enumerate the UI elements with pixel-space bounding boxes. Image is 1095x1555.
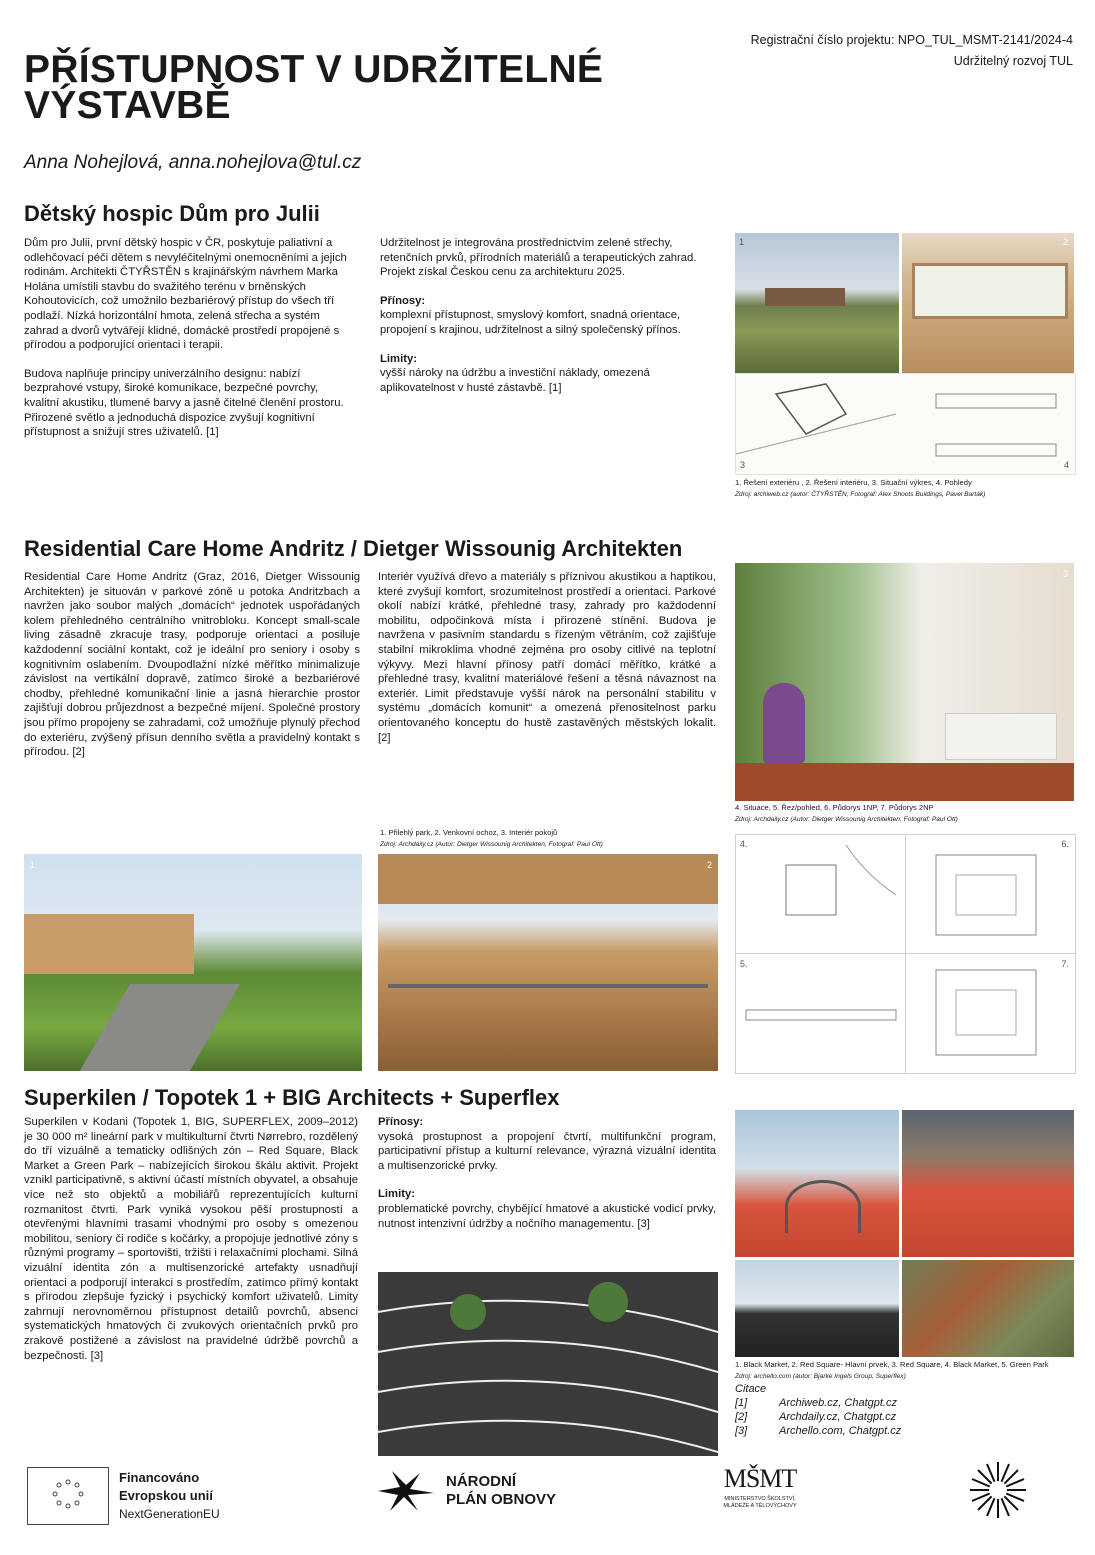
caption-source: Zdroj: Archdaily.cz (Autor: Dietger Wissounig Architekten, Fotograf: Paul Ott)	[380, 840, 603, 848]
citation-item	[735, 1410, 1075, 1424]
caption-text: 1. Řešení exteriéru , 2. Řešení interiéru, 3. Situační výkres, 4. Pohledy	[735, 478, 972, 487]
superkilen-green-park-photo	[902, 1260, 1074, 1357]
msmt-line2: MLÁDEŽE A TĚLOVÝCHOVY	[723, 1503, 797, 1509]
tul-logo	[968, 1460, 1028, 1525]
caption-text: 4. Situace, 5. Řez/pohled, 6. Půdorys 1NP, 7. Půdorys 2NP	[735, 803, 934, 812]
msmt-mark: MŠMT	[723, 1464, 797, 1493]
image-number: 6.	[1061, 839, 1069, 849]
citation-text: Archiweb.cz, Chatgpt.cz	[779, 1397, 897, 1409]
section3-caption	[735, 1360, 1080, 1382]
npo-star-icon	[372, 1467, 438, 1515]
npo-line2: PLÁN OBNOVY	[446, 1491, 557, 1508]
citation-item	[735, 1424, 1075, 1438]
eu-line3: NextGenerationEU	[119, 1507, 220, 1521]
citation-item	[735, 1396, 1075, 1410]
limits-label: Limity:	[378, 1188, 416, 1201]
superkilen-black-market-photo	[378, 1272, 718, 1456]
image-number: 1	[30, 860, 36, 870]
section2-col2: Interiér využívá dřevo a materiály s příznivou akustikou a haptikou, které zvyšují komfort, srozumitelnost prostředí a orientaci. Parkové okolí nabízí krátké, přehledné trasy, zahrady pro každodenní mobilitu, odpočinková místa i přirozené stínění. Budova je navržena v pasivním standardu s řízeným větráním, což zajišťuje stabilní mikroklima vhodné zejména pro osoby citlivé na teplotní výkyvy. Mezi hlavní přínosy patří domácí měřítko, krátké a přehledné trasy, kvalitní materiálové řešení a těsná návaznost na exteriér. Limit představuje vyšší nárok na personální stabilitu v systému „domácích komunit“ a omezená přenositelnost parku orientovaného konceptu do hustě zastavěných městských lokalit. [2]	[378, 571, 716, 744]
caption-text: 1. Přilehlý park, 2. Venkovní ochoz, 3. Interiér pokojů	[380, 828, 558, 837]
program-name: Udržitelný rozvoj TUL	[953, 54, 1073, 68]
care-home-gallery-photo	[378, 854, 718, 1071]
msmt-line1: MINISTERSTVO ŠKOLSTVÍ,	[724, 1496, 796, 1502]
eu-line2: Evropskou unií	[119, 1488, 213, 1503]
image-number: 2	[1062, 237, 1068, 247]
section1-caption	[735, 478, 1080, 500]
msmt-logo	[700, 1462, 820, 1510]
hospice-interior-photo	[902, 233, 1074, 373]
section1-heading: Dětský hospic Dům pro Julii	[24, 201, 320, 226]
section1-col2	[380, 236, 716, 395]
citation-number: [1]	[735, 1397, 748, 1409]
sunburst-icon	[968, 1460, 1028, 1520]
superkilen-black-market-hill-photo	[735, 1260, 899, 1357]
npo-logo	[372, 1467, 556, 1515]
hospice-exterior-photo	[735, 233, 899, 373]
caption-source: Zdroj: archiweb.cz (autor: ČTYŘSTĚN, Fotograf: Alex Shoots Buildings, Pavel Barták)	[735, 490, 986, 498]
section3-col1: Superkilen v Kodani (Topotek 1, BIG, SUPERFLEX, 2009–2012) je 30 000 m² lineární park v multikulturní čtvrti Nørrebro, rozdělený do tří vizuálně a tematicky odlišných zón – Red Square, Black Market a Green Park – nabízejících širokou škálu aktivit. Projekt vznikl participativně, s aktivní účastí místních obyvatel, a obsahuje více než sto objektů a mobiliářů reprezentujících kulturní rozmanitost čtvrti. Park vyniká vysokou pěší prostupností a otevřenými hlavními trasami vhodnými pro osoby s omezenou mobilitou, seniory či rodiče s kočárky, a propojuje jednotlivé zóny s různými programy – sportovišti, tržišti i relaxačními plochami. Silná vizuální identita zón a multisenzorické artefakty usnadňují orientaci a podporují interakci s prostředím, zatímco přímý kontakt s přírodou zlepšuje fyzický i psychický komfort uživatelů. Limity zahrnují nerovnoměrnou přístupnost detailů povrchů, absenci systematických hmatových či zvukových orientačních prvků pro zrakově postižené a závislost na pravidelné údržbě povrchů a bezpečnosti. [3]	[24, 1116, 358, 1362]
image-number: 4.	[740, 839, 748, 849]
section2-caption-right	[735, 803, 1080, 825]
section2-heading: Residential Care Home Andritz / Dietger Wissounig Architekten	[24, 536, 683, 561]
section2-caption-left	[380, 828, 720, 850]
image-number: 5.	[740, 959, 748, 969]
section3-col2	[378, 1115, 716, 1231]
section1-paragraph: Budova naplňuje principy univerzálního designu: nabízí bezprahové vstupy, široké komunikace, bezpečné povrchy, kvalitní akustiku, tlumené barvy a jasně čitelné členění prostoru. Přirozené světlo a jednoduchá dispozice zvyšují kognitivní přístupnost a snižují stres uživatelů. [1]	[24, 367, 344, 439]
benefits-text: vysoká prostupnost a propojení čtvrtí, multifunkční program, participativní přístup a kulturní relevance, výrazná vizuální identita a multisenzorické prvky.	[378, 1130, 716, 1172]
care-home-drawings	[735, 834, 1076, 1074]
image-number: 1	[739, 237, 745, 247]
eu-line1: Financováno	[119, 1470, 200, 1485]
benefits-label: Přínosy:	[380, 294, 426, 307]
superkilen-red-square-main-photo	[735, 1110, 899, 1257]
author: Anna Nohejlová, anna.nohejlova@tul.cz	[24, 152, 362, 173]
image-number: 3	[740, 460, 746, 470]
citation-text: Archello.com, Chatgpt.cz	[779, 1425, 902, 1437]
hospice-site-plan	[735, 373, 1076, 475]
header-meta	[751, 30, 1073, 72]
image-number: 4	[1063, 460, 1069, 470]
black-market-lines	[378, 1272, 718, 1456]
benefits-label: Přínosy:	[378, 1116, 424, 1128]
citation-number: [3]	[735, 1425, 748, 1437]
registration-number: Registrační číslo projektu: NPO_TUL_MSMT-2141/2024-4	[750, 33, 1073, 47]
image-number: 3	[1062, 569, 1068, 579]
limits-text: vyšší nároky na údržbu a investiční náklady, omezená aplikovatelnost v husté zástavbě. [1]	[380, 367, 650, 394]
npo-line1: NÁRODNÍ	[446, 1473, 516, 1490]
limits-text: problematické povrchy, chybějící hmatové a akustické vodicí prvky, nutnost intenzivní údržby a nočního managementu. [3]	[378, 1202, 716, 1230]
image-number: 7.	[1061, 959, 1069, 969]
section1-col1	[24, 236, 356, 440]
section1-paragraph: Udržitelnost je integrována prostřednictvím zelené střechy, retenčních prvků, přírodních materiálů a terapeutických zahrad.	[380, 237, 697, 264]
citations	[735, 1382, 1075, 1438]
section1-paragraph: Projekt získal Českou cenu za architekturu 2025.	[380, 266, 625, 279]
site-plan-drawing	[736, 374, 1075, 474]
superkilen-red-square-photo	[902, 1110, 1074, 1257]
caption-source: Zdroj: Archdaily.cz (Autor: Dietger Wissounig Architekten, Fotograf: Paul Ott)	[735, 815, 958, 823]
citation-text: Archdaily.cz, Chatgpt.cz	[779, 1411, 897, 1423]
limits-label: Limity:	[380, 352, 418, 365]
eu-logo	[27, 1467, 220, 1525]
section2-col1: Residential Care Home Andritz (Graz, 2016, Dietger Wissounig Architekten) je situován v parkové zóně u potoka Andritzbach a navržen jako soubor malých „domácích“ jednotek uspořádaných kolem přehledného centrálního vnitrobloku. Koncept small-scale living zásadně zkracuje trasy, podporuje orientaci a posiluje každodenní sociální kontakt, což je ideální pro seniory i osoby s kognitivním oslabením. Dvoupodlažní nízké měřítko minimalizuje závislost na vertikální dopravě, zatímco široké a bezbariérové chodby, přehledné komunikační linie a jasná hierarchie prostor zajišťují dobrou průjezdnost a bezpečné míjení. Společné prostory jsou přímo propojeny se zahradami, což umožňuje plynulý přechod do exteriéru, zvýšený přísun denního světla a pravidelný kontakt s přírodou. [2]	[24, 571, 360, 759]
section1-paragraph: Dům pro Julii, první dětský hospic v ČR, poskytuje paliativní a odlehčovací péči dětem s nevyléčitelnými onemocněními a jejich rodinám. Architekti ČTYŘSTĚN s krajinářským návrhem Marka Holána umístili stavbu do svažitého terénu v brněnských Kohoutovicích, což umožnilo bezbariérový přístup do všech tří podlaží. Nízká horizontální hmota, zelená střecha a systém zahrad a dvorů vytvářejí klidné, domácké prostředí propojené s přírodou a podporující orientaci i terapii.	[24, 237, 347, 352]
care-home-room-photo	[735, 563, 1074, 801]
section3-heading: Superkilen / Topotek 1 + BIG Architects + Superflex	[24, 1085, 560, 1110]
citations-heading: Citace	[735, 1383, 767, 1395]
citation-number: [2]	[735, 1411, 748, 1423]
caption-text: 1. Black Market, 2. Red Square- Hlavní prvek, 3. Red Square, 4. Black Market, 5. Green Park	[735, 1360, 1049, 1369]
care-home-park-photo	[24, 854, 362, 1071]
benefits-text: komplexní přístupnost, smyslový komfort, snadná orientace, propojení s krajinou, udržitelnost a silný společenský přínos.	[380, 309, 681, 336]
image-number: 2	[706, 860, 712, 870]
page-title: PŘÍSTUPNOST V UDRŽITELNÉ VÝSTAVBĚ	[24, 48, 604, 127]
caption-source: Zdroj: archello.com (autor: Bjarke Ingels Group, Superflex)	[735, 1372, 906, 1380]
eu-flag-icon	[27, 1467, 109, 1525]
